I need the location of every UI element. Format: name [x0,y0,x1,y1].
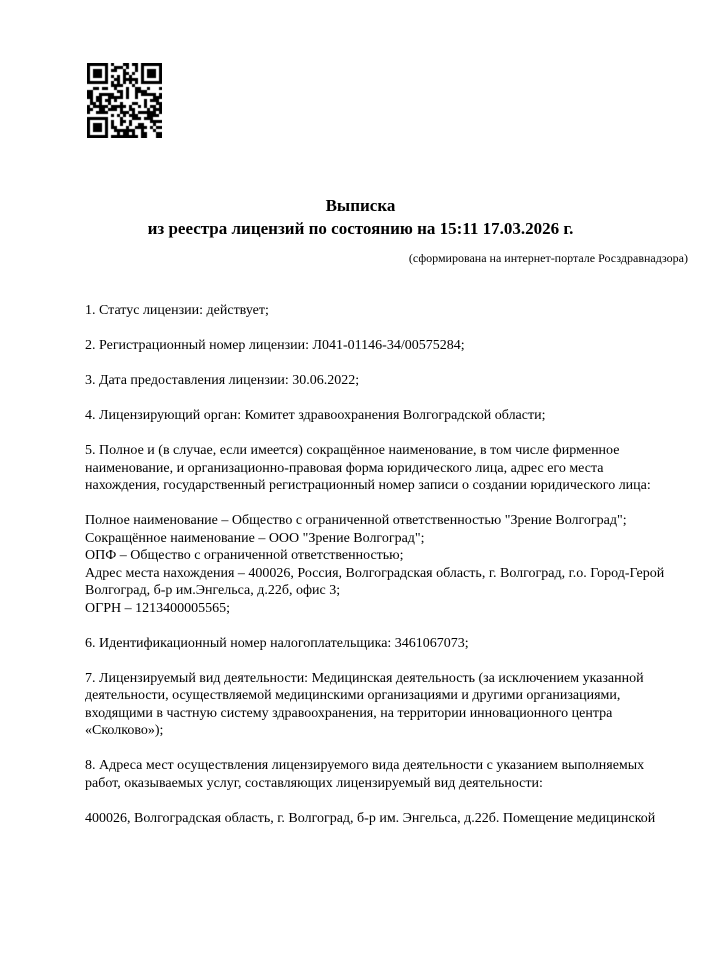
org-address-line: Адрес места нахождения – 400026, Россия, Волгоградская область, г. Волгоград, г.о. Город-Герой Волгоград, б-р им.Энгельса, д.22б, офис 3; [85,565,665,598]
licensed-activity-paragraph: 7. Лицензируемый вид деятельности: Медицинская деятельность (за исключением указанной деятельности, осуществляемой медицинскими организациями и другими организациями, входящими в частную систему здравоохранения, на территории инновационного центра «Сколково»); [85,670,644,738]
document-title-line-2: из реестра лицензий по состоянию на 15:11 17.03.2026 г. [147,219,574,238]
org-legal-form-line: ОПФ – Общество с ограниченной ответственностью; [85,548,404,563]
license-grant-date-paragraph: 3. Дата предоставления лицензии: 30.06.2022; [85,373,360,388]
document-body [85,302,678,845]
org-full-name-line: Полное наименование – Общество с ограниченной ответственностью "Зрение Волгоград"; [85,513,627,528]
license-status-paragraph: 1. Статус лицензии: действует; [85,303,269,318]
licensing-authority-paragraph: 4. Лицензирующий орган: Комитет здравоохранения Волгоградской области; [85,408,546,423]
org-short-name-line: Сокращённое наименование – ООО "Зрение Волгоград"; [85,530,425,546]
document-title [0,194,721,240]
document-title-line-1: Выписка [325,196,396,215]
activity-address-paragraph: 400026, Волгоградская область, г. Волгоград, б-р им. Энгельса, д.22б. Помещение медицинской [85,810,656,826]
license-reg-number-paragraph: 2. Регистрационный номер лицензии: Л041-01146-34/00575284; [85,338,465,353]
org-info-intro-paragraph: 5. Полное и (в случае, если имеется) сокращённое наименование, в том числе фирменное наименование, и организационно-правовая форма юридического лица, адрес его места нахождения, государственный регистрационный номер записи о создании юридического лица: [85,443,651,493]
org-details-block [85,512,678,617]
ogrn-line: ОГРН – 1213400005565; [85,600,230,616]
qr-code [87,63,162,138]
activity-addresses-intro-paragraph: 8. Адреса мест осуществления лицензируемого вида деятельности с указанием выполняемых работ, оказываемых услуг, составляющих лицензируемый вид деятельности: [85,758,645,791]
taxpayer-inn-paragraph: 6. Идентификационный номер налогоплательщика: 3461067073; [85,635,469,651]
document-subtitle: (сформирована на интернет-портале Росздравнадзора) [408,251,688,265]
